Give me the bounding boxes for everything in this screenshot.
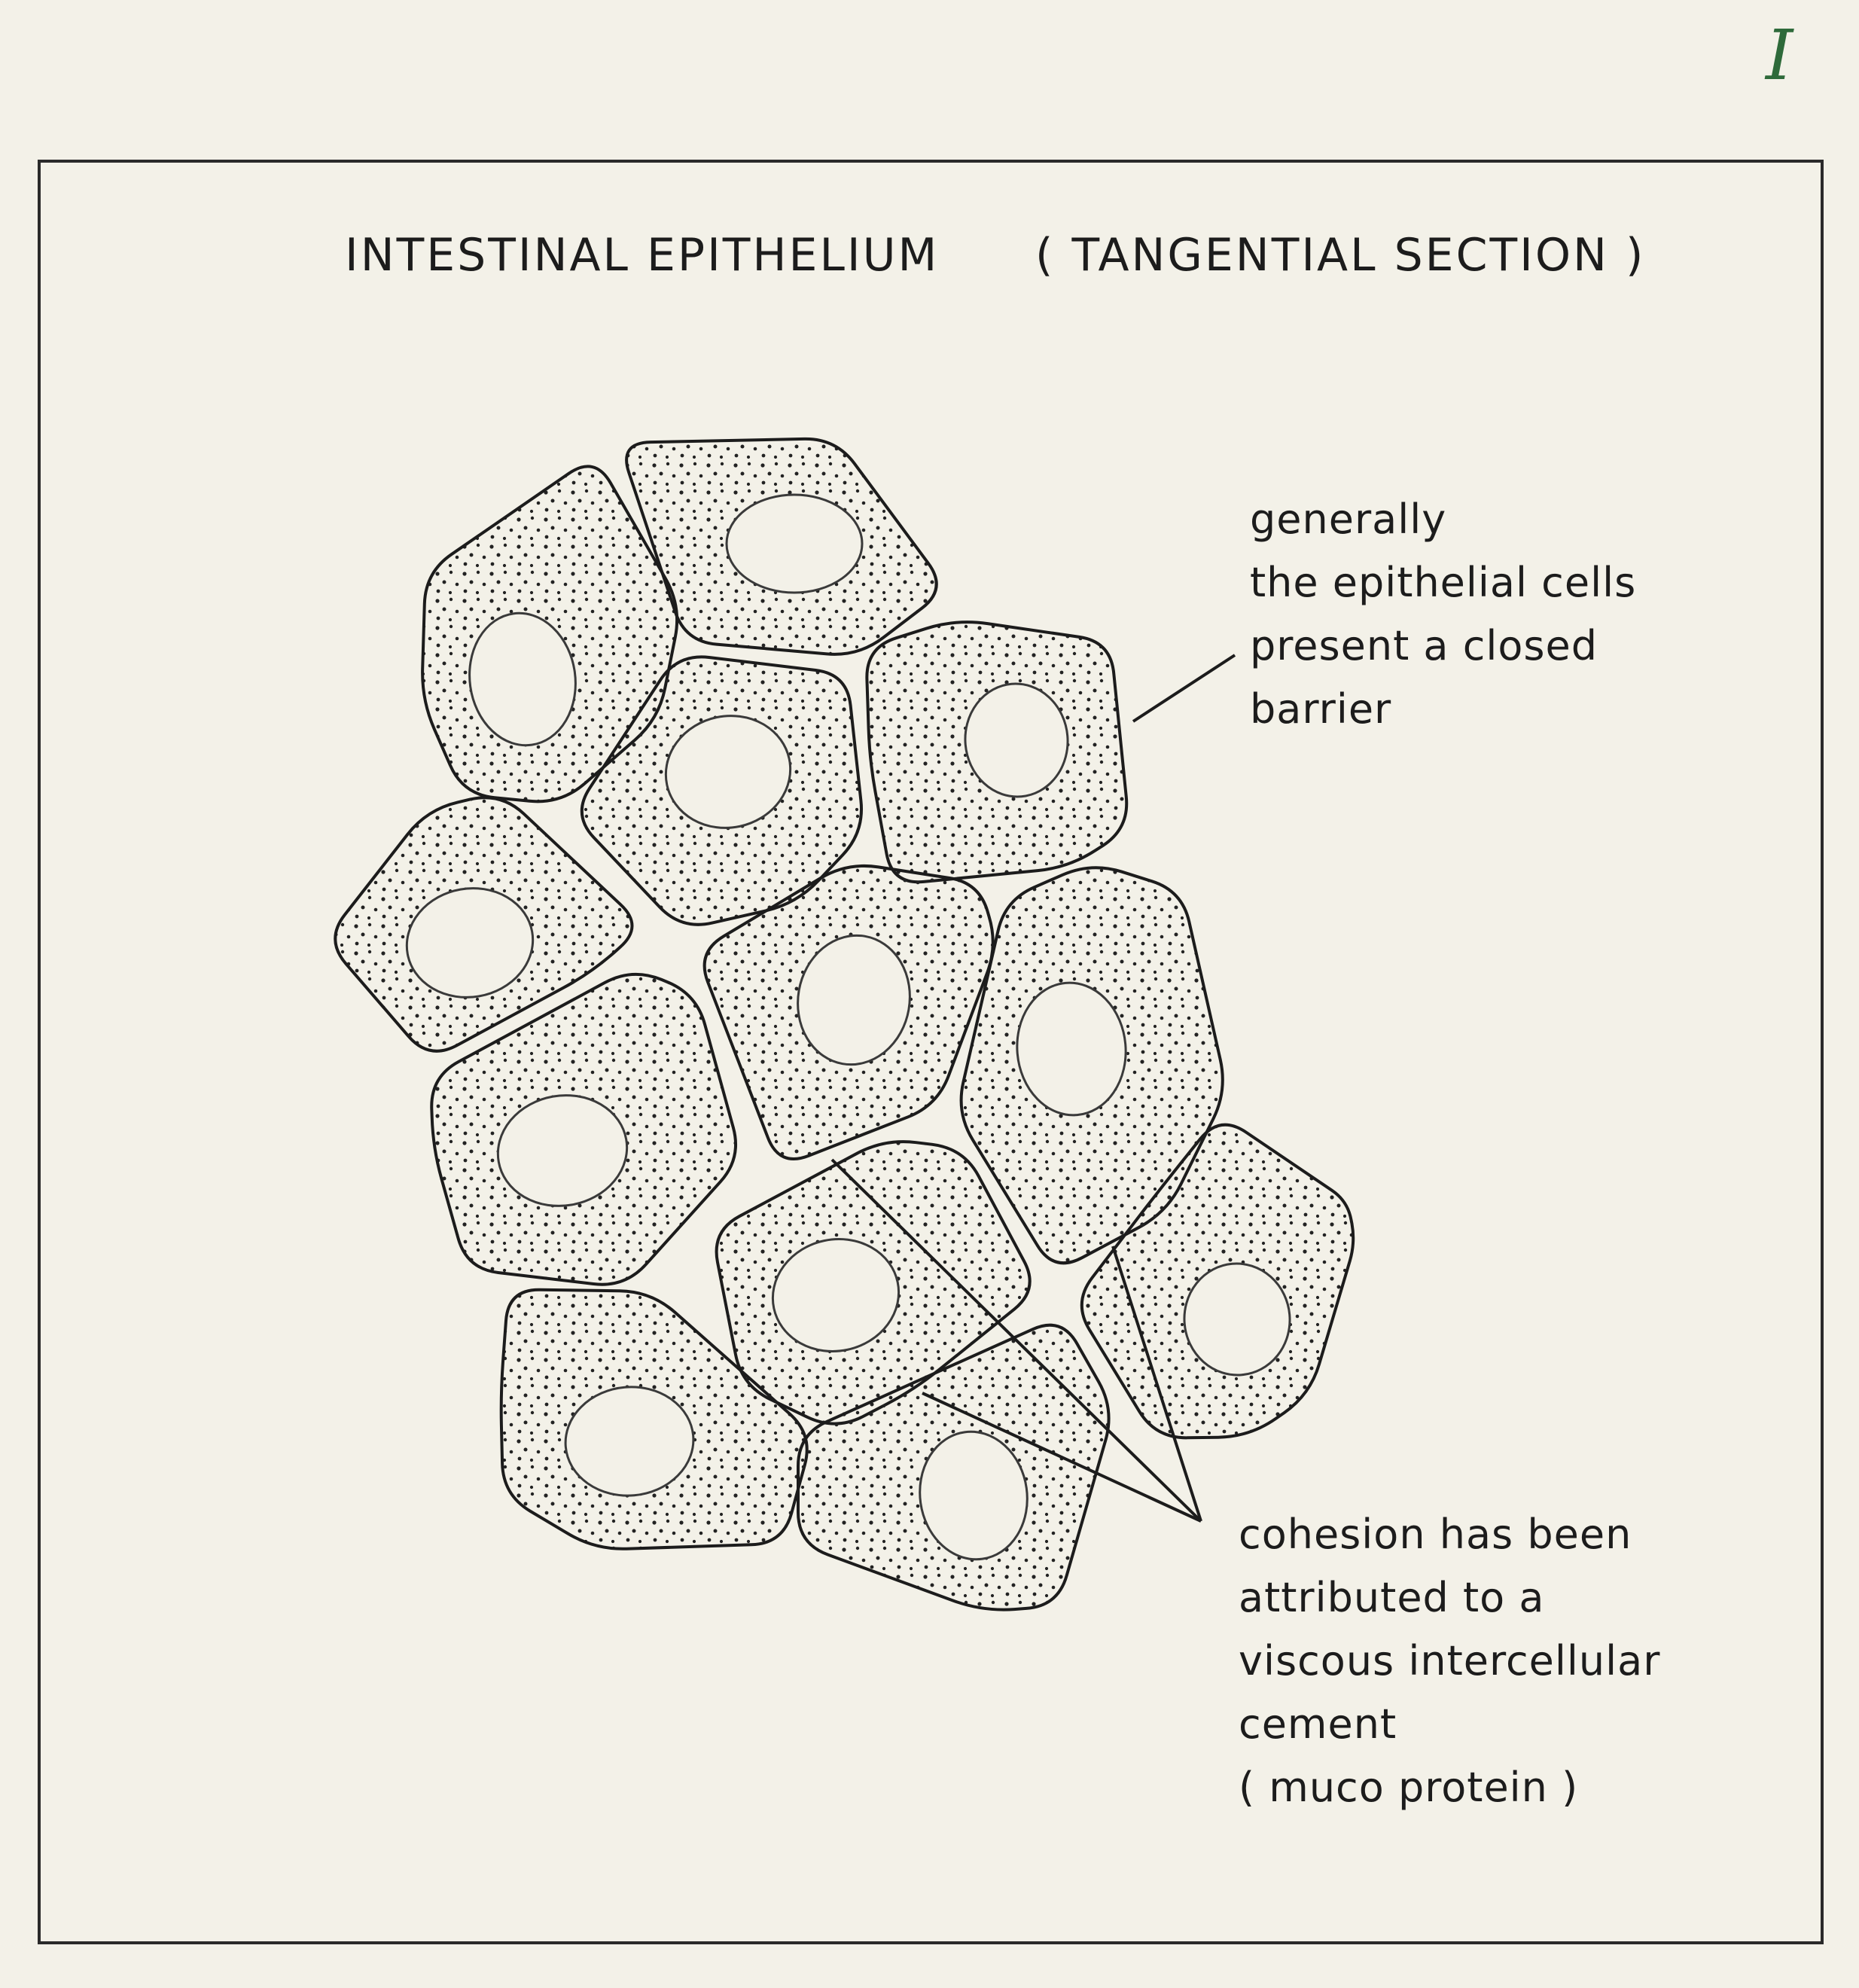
title-sub: ( TANGENTIAL SECTION ) [1035,229,1646,282]
page-mark: I [1766,15,1793,96]
barrier-note-line: present a closed [1250,622,1598,669]
cohesion-note-line: viscous intercellular [1239,1637,1661,1685]
cohesion-note-line: cement [1239,1700,1397,1748]
cell-nucleus [727,495,862,593]
cohesion-note-line: cohesion has been [1239,1511,1632,1558]
barrier-note-line: barrier [1250,685,1392,733]
cell-group [335,439,1353,1610]
barrier-note [1250,488,1636,741]
barrier-note-line: generally [1250,495,1447,543]
cohesion-note [1239,1503,1660,1819]
title-main: INTESTINAL EPITHELIUM [345,229,940,282]
barrier-note-line: the epithelial cells [1250,559,1637,606]
cohesion-note-line: ( muco protein ) [1239,1764,1579,1811]
leader-line [1133,655,1235,721]
cohesion-note-line: attributed to a [1239,1574,1545,1621]
